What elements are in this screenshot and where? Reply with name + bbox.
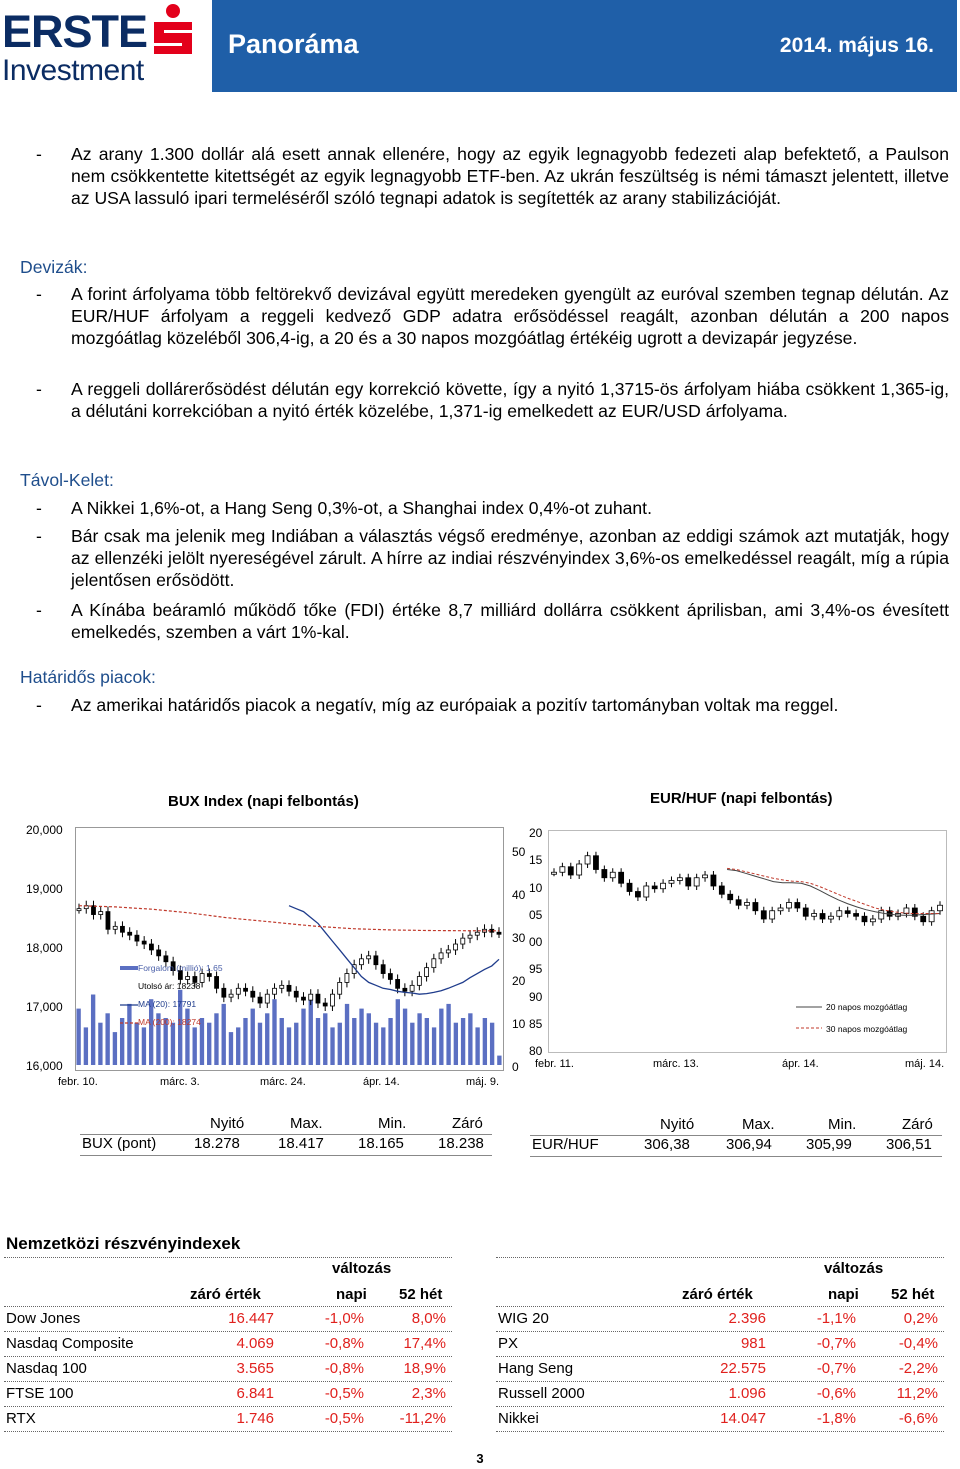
eurhuf-ytick: 05: [529, 908, 543, 922]
candle-body: [446, 950, 450, 953]
candle-body: [91, 906, 95, 915]
volume-bar: [120, 1018, 124, 1065]
close-value: 14.047: [720, 1410, 766, 1427]
change-52-week: -6,6%: [898, 1410, 938, 1427]
bullet-dash: -: [36, 498, 42, 518]
candle-body: [99, 912, 103, 915]
candle-body: [106, 912, 110, 930]
eurhuf-xtick: máj. 14.: [905, 1058, 945, 1070]
header-valtozas: változás: [824, 1260, 884, 1277]
candle-body: [652, 886, 657, 889]
close-value: 6.841: [236, 1385, 274, 1402]
candle-body: [661, 883, 666, 889]
candle-body: [820, 914, 825, 920]
volume-bar: [338, 1023, 342, 1065]
section-title-tavol-kelet: Távol-Kelet:: [20, 470, 114, 490]
close-value: 1.746: [236, 1410, 274, 1427]
col-header-open: Nyitó: [210, 1115, 245, 1132]
volume-bar: [316, 1018, 320, 1065]
volume-bar: [84, 1027, 88, 1065]
volume-bar: [490, 1023, 494, 1065]
change-52-week: -0,4%: [898, 1335, 938, 1352]
change-52-week: -2,2%: [898, 1360, 938, 1377]
bux-legend-last: Utolsó ár: 18238: [138, 981, 201, 991]
eurhuf-ytick: 80: [529, 1044, 543, 1058]
index-name: Russell 2000: [498, 1385, 585, 1402]
row-divider: [496, 1431, 944, 1432]
volume-bar: [396, 999, 400, 1065]
candle-body: [330, 994, 334, 1006]
bullet-dash: -: [36, 600, 42, 620]
row-label: BUX (pont): [82, 1135, 157, 1152]
header-valtozas: változás: [332, 1260, 392, 1277]
candle-body: [207, 974, 211, 977]
index-name: Nasdaq 100: [6, 1360, 87, 1377]
volume-bar: [374, 1023, 378, 1065]
volume-bar: [134, 1023, 138, 1065]
volume-bar: [149, 999, 153, 1065]
candle-body: [602, 870, 607, 878]
volume-bar: [345, 1004, 349, 1065]
row-divider: [4, 1406, 452, 1407]
candle-body: [627, 883, 632, 891]
header-napi: napi: [828, 1286, 859, 1303]
candle-body: [374, 956, 378, 965]
candle-body: [425, 968, 429, 977]
candle-body: [694, 878, 699, 886]
candle-body: [157, 950, 161, 956]
index-name: Dow Jones: [6, 1310, 81, 1327]
eurhuf-ytick: 15: [529, 853, 543, 867]
candle-body: [778, 908, 783, 911]
close-value: 981: [740, 1335, 766, 1352]
volume-bar: [236, 1027, 240, 1065]
change-52-week: 11,2%: [896, 1385, 938, 1402]
candle-body: [359, 959, 363, 965]
daily-change: -0,8%: [324, 1335, 364, 1352]
header-52het: 52 hét: [891, 1286, 935, 1303]
candle-body: [828, 916, 833, 919]
candle-body: [164, 956, 168, 962]
close-value: 22.575: [720, 1360, 766, 1377]
eurhuf-xtick: márc. 13.: [653, 1058, 699, 1070]
candle-body: [403, 988, 407, 991]
candle-body: [677, 878, 682, 881]
candle-body: [77, 909, 81, 911]
candle-body: [795, 903, 800, 909]
eurhuf-ma30-line: [727, 868, 940, 913]
bux-volume-ytick: 10: [512, 1017, 526, 1031]
row-divider: [4, 1331, 452, 1332]
volume-bar: [403, 1009, 407, 1065]
eurhuf-min: 305,99: [806, 1136, 852, 1153]
row-divider: [496, 1381, 944, 1382]
row-divider: [4, 1431, 452, 1432]
eurhuf-ytick: 95: [529, 962, 543, 976]
candle-body: [432, 959, 436, 968]
candle-body: [301, 997, 305, 1000]
index-name: Nikkei: [498, 1410, 539, 1427]
bux-ohlc-table: [80, 1115, 492, 1159]
candle-body: [803, 908, 808, 916]
volume-bar: [193, 1027, 197, 1065]
eurhuf-max: 306,94: [726, 1136, 772, 1153]
candle-body: [635, 892, 640, 898]
volume-bar: [265, 1013, 269, 1065]
eurhuf-ytick: 20: [529, 826, 543, 840]
eurhuf-ytick: 00: [529, 935, 543, 949]
eurhuf-legend-ma30: 30 napos mozgóátlag: [826, 1024, 908, 1034]
eurhuf-xtick: febr. 11.: [535, 1058, 574, 1070]
bux-volume-ytick: 0: [512, 1060, 519, 1074]
volume-bar: [388, 1018, 392, 1065]
index-name: WIG 20: [498, 1310, 549, 1327]
volume-bar: [76, 1009, 80, 1065]
index-name: Hang Seng: [498, 1360, 574, 1377]
candle-body: [938, 905, 943, 911]
candle-body: [388, 974, 392, 980]
candle-body: [577, 864, 582, 875]
candle-body: [454, 944, 458, 950]
candle-body: [736, 900, 741, 906]
candle-body: [273, 988, 277, 994]
row-label: EUR/HUF: [532, 1136, 599, 1153]
eurhuf-open: 306,38: [644, 1136, 690, 1153]
bux-close: 18.238: [438, 1135, 484, 1152]
candle-body: [719, 886, 724, 894]
candle-body: [215, 977, 219, 989]
close-value: 4.069: [236, 1335, 274, 1352]
bux-ytick: 18,000: [26, 941, 63, 955]
bux-ytick: 17,000: [26, 1000, 63, 1014]
candle-body: [854, 914, 859, 917]
volume-bar: [214, 1013, 218, 1065]
candle-body: [703, 875, 708, 878]
volume-bar: [243, 1018, 247, 1065]
forint-paragraph: A forint árfolyama több feltörekvő devizával együtt meredeken gyengült az euróval szemben tegnap délután. Az EUR/HUF árfolyam a reggeli kedvező GDP adatra erősödéssel reagált, azonban délután a 200 napos mozgóátlag közeléből 306,4-ig, a 20 és a 30 napos mozgóátlag értékéig ugrott a devizapár jegyzése.: [71, 284, 949, 348]
index-name: RTX: [6, 1410, 36, 1427]
candle-body: [229, 994, 233, 997]
bux-max: 18.417: [278, 1135, 324, 1152]
candle-body: [568, 867, 573, 875]
section-title-hataridos: Határidős piacok:: [20, 667, 156, 687]
volume-bar: [272, 999, 276, 1065]
col-header-open: Nyitó: [660, 1116, 695, 1133]
candle-body: [837, 911, 842, 917]
candle-body: [753, 903, 758, 911]
logo-erste-text: ERSTE: [2, 6, 148, 57]
change-52-week: 0,2%: [903, 1310, 938, 1327]
candle-body: [142, 941, 146, 944]
candle-body: [610, 872, 615, 878]
intl-table-left: [4, 1258, 452, 1433]
candle-body: [770, 911, 775, 919]
volume-bar: [171, 1023, 175, 1065]
eurhuf-xtick: ápr. 14.: [782, 1058, 819, 1070]
candle-body: [761, 911, 766, 919]
candle-body: [475, 932, 479, 935]
volume-bar: [142, 1027, 146, 1065]
daily-change: -0,8%: [324, 1360, 364, 1377]
volume-bar: [468, 1013, 472, 1065]
china-fdi-paragraph: A Kínába beáramló működő tőke (FDI) értéke 8,7 milliárd dollárra csökkent áprilisban, ami 3,4%-os évesített emelkedés, szemben a várt 1%-kal.: [71, 600, 949, 642]
candle-body: [287, 985, 291, 991]
change-52-week: 2,3%: [411, 1385, 446, 1402]
volume-bar: [280, 1018, 284, 1065]
volume-bar: [381, 1027, 385, 1065]
daily-change: -0,7%: [816, 1360, 856, 1377]
change-52-week: 8,0%: [411, 1310, 446, 1327]
candle-body: [381, 965, 385, 974]
eurhuf-ohlc-table: [530, 1116, 942, 1160]
candle-body: [921, 916, 926, 922]
bux-xtick: márc. 24.: [260, 1076, 306, 1088]
col-header-max: Max.: [742, 1116, 775, 1133]
bux-volume-ytick: 30: [512, 931, 526, 945]
bullet-dash: -: [36, 284, 42, 304]
candle-body: [135, 935, 139, 941]
page-title: Panoráma: [228, 29, 359, 59]
bux-volume-ytick: 50: [512, 845, 526, 859]
candle-body: [560, 867, 565, 873]
candle-body: [439, 953, 443, 959]
eurhuf-legend-ma20: 20 napos mozgóátlag: [826, 1002, 908, 1012]
candle-body: [316, 994, 320, 1003]
volume-bar: [410, 1023, 414, 1065]
candle-body: [468, 935, 472, 938]
row-divider: [496, 1406, 944, 1407]
candle-body: [862, 916, 867, 922]
volume-bar: [301, 1009, 305, 1065]
volume-bar: [287, 1027, 291, 1065]
daily-change: -0,6%: [816, 1385, 856, 1402]
volume-bar: [483, 1018, 487, 1065]
daily-change: -0,5%: [324, 1385, 364, 1402]
eurusd-paragraph: A reggeli dollárerősödést délután egy korrekció követte, így a nyitó 1,3715-ös árfolyam hiába csökkent 1,365-ig, a délutáni korrekcióban a nyitó érték közelébe, 1,371-ig emelkedett az EUR/USD árfolyama.: [71, 379, 949, 421]
legend-volume-swatch: [120, 966, 138, 970]
daily-change: -0,5%: [324, 1410, 364, 1427]
eurhuf-chart-title: EUR/HUF (napi felbontás): [650, 790, 833, 807]
candle-body: [461, 938, 465, 944]
volume-bar: [229, 1032, 233, 1065]
candle-body: [644, 886, 649, 897]
header-52het: 52 hét: [399, 1286, 443, 1303]
col-header-max: Max.: [290, 1115, 323, 1132]
candle-body: [222, 988, 226, 997]
bullet-dash: -: [36, 526, 42, 546]
candle-body: [200, 974, 204, 983]
col-header-close: Záró: [452, 1115, 483, 1132]
candle-body: [338, 982, 342, 994]
candle-body: [367, 956, 371, 959]
candle-body: [410, 985, 414, 991]
candle-body: [619, 872, 624, 883]
bullet-dash: -: [36, 695, 42, 715]
candle-body: [113, 926, 117, 929]
candle-body: [396, 979, 400, 988]
daily-change: -1,1%: [816, 1310, 856, 1327]
bux-legend-volume: Forgalom (millió): 1.65: [138, 963, 223, 973]
index-name: Nasdaq Composite: [6, 1335, 134, 1352]
volume-bar: [323, 1013, 327, 1065]
candle-body: [244, 988, 248, 991]
page-number: 3: [476, 1451, 484, 1466]
bux-legend-ma20: MA (20): 17791: [138, 999, 197, 1009]
candle-body: [711, 875, 716, 886]
volume-bar: [417, 1013, 421, 1065]
candle-body: [417, 977, 421, 986]
candle-body: [929, 911, 934, 922]
candle-body: [552, 872, 557, 874]
volume-bar: [207, 1023, 211, 1065]
bux-ytick: 19,000: [26, 882, 63, 896]
row-divider: [496, 1356, 944, 1357]
bux-chart-title: BUX Index (napi felbontás): [168, 793, 359, 810]
candle-body: [879, 911, 884, 919]
col-header-min: Min.: [378, 1115, 407, 1132]
volume-bar: [432, 1027, 436, 1065]
close-value: 3.565: [236, 1360, 274, 1377]
index-name: FTSE 100: [6, 1385, 74, 1402]
candle-body: [745, 903, 750, 906]
row-divider: [4, 1356, 452, 1357]
eurhuf-close: 306,51: [886, 1136, 932, 1153]
gold-paragraph: Az arany 1.300 dollár alá esett annak ellenére, hogy az egyik legnagyobb fedezeti alap befektető, a Paulson nem csökkentette kitettségét az egyik legnagyobb ETF-ben. Az ukrán feszültség is némi támaszt jelentett, illetve az USA lassuló ipari termeléséről szóló tegnapi adatok is segítették az arany stabilizációját.: [71, 144, 949, 208]
candle-body: [728, 894, 733, 900]
volume-bar: [251, 1009, 255, 1065]
erste-logo: [0, 0, 207, 92]
bux-ma20-line: [289, 906, 499, 995]
bux-ytick: 20,000: [26, 823, 63, 837]
publication-date: 2014. május 16.: [779, 34, 934, 57]
bux-chart: [75, 827, 505, 1072]
volume-bar: [475, 1027, 479, 1065]
close-value: 16.447: [228, 1310, 274, 1327]
bux-ma200-line: [79, 906, 499, 931]
candle-body: [845, 911, 850, 914]
candle-body: [128, 932, 132, 935]
row-divider: [4, 1381, 452, 1382]
candle-body: [309, 994, 313, 1000]
bux-xtick: máj. 9.: [466, 1076, 500, 1088]
eurhuf-ytick: 85: [529, 1017, 543, 1031]
daily-change: -1,0%: [324, 1310, 364, 1327]
candle-body: [251, 991, 255, 997]
candle-body: [870, 919, 875, 922]
daily-change: -1,8%: [816, 1410, 856, 1427]
candle-body: [593, 856, 598, 870]
eurhuf-plot-frame: [549, 831, 947, 1053]
futures-paragraph: Az amerikai határidős piacok a negatív, míg az európaiak a pozitív tartományban voltak ma reggel.: [71, 695, 839, 715]
bux-ytick: 16,000: [26, 1059, 63, 1073]
candle-body: [280, 985, 284, 988]
col-header-close: Záró: [902, 1116, 933, 1133]
candle-body: [786, 903, 791, 909]
bux-xtick: febr. 10.: [58, 1076, 98, 1088]
candle-body: [323, 1003, 327, 1006]
candle-body: [120, 926, 124, 932]
candle-body: [265, 994, 269, 1003]
volume-bar: [425, 1018, 429, 1065]
close-value: 1.096: [728, 1385, 766, 1402]
header-napi: napi: [336, 1286, 367, 1303]
intl-table-title: Nemzetközi részvényindexek: [6, 1234, 241, 1253]
bux-open: 18.278: [194, 1135, 240, 1152]
bux-xtick: márc. 3.: [160, 1076, 200, 1088]
close-value: 2.396: [728, 1310, 766, 1327]
candle-body: [585, 856, 590, 864]
candle-body: [812, 914, 817, 917]
header-zaro: záró érték: [682, 1286, 753, 1303]
change-52-week: 17,4%: [403, 1335, 446, 1352]
volume-bar: [91, 995, 95, 1066]
bux-min: 18.165: [358, 1135, 404, 1152]
eurhuf-ytick: 90: [529, 990, 543, 1004]
change-52-week: 18,9%: [403, 1360, 446, 1377]
eurhuf-ytick: 10: [529, 881, 543, 895]
asia-indices-paragraph: A Nikkei 1,6%-ot, a Hang Seng 0,3%-ot, a Shanghai index 0,4%-ot zuhant.: [71, 498, 652, 518]
volume-bar: [294, 1023, 298, 1065]
volume-bar: [127, 1004, 131, 1065]
bullet-dash: -: [36, 379, 42, 399]
logo-investment-text: Investment: [2, 54, 144, 87]
volume-bar: [359, 1009, 363, 1065]
candle-body: [236, 988, 240, 994]
bux-volume-ytick: 20: [512, 974, 526, 988]
volume-bar: [461, 1018, 465, 1065]
candle-body: [258, 997, 262, 1003]
candle-body: [294, 991, 298, 997]
header-zaro: záró érték: [190, 1286, 261, 1303]
volume-bar: [105, 1013, 109, 1065]
bux-volume-ytick: 40: [512, 888, 526, 902]
daily-change: -0,7%: [816, 1335, 856, 1352]
candle-body: [186, 977, 190, 980]
candle-body: [669, 881, 674, 884]
erste-s-icon: [150, 2, 196, 58]
candle-body: [345, 974, 349, 983]
candle-body: [497, 932, 501, 934]
volume-bar: [439, 1009, 443, 1065]
volume-bar: [222, 1004, 226, 1065]
col-header-min: Min.: [828, 1116, 857, 1133]
bux-legend-ma200: MA (200): 18274: [138, 1017, 201, 1027]
volume-bar: [497, 1056, 501, 1065]
volume-bar: [113, 1032, 117, 1065]
volume-bar: [330, 1027, 334, 1065]
intl-table-right: [496, 1258, 944, 1433]
volume-bar: [258, 1023, 262, 1065]
bux-xtick: ápr. 14.: [363, 1076, 400, 1088]
volume-bar: [98, 1023, 102, 1065]
volume-bar: [446, 1004, 450, 1065]
candle-body: [149, 944, 153, 950]
section-title-devizak: Devizák:: [20, 257, 88, 277]
volume-bar: [454, 1023, 458, 1065]
index-name: PX: [498, 1335, 519, 1352]
volume-bar: [367, 1013, 371, 1065]
change-52-week: -11,2%: [399, 1410, 446, 1427]
row-divider: [496, 1331, 944, 1332]
eurhuf-chart: [548, 830, 948, 1055]
bullet-dash: -: [36, 144, 42, 164]
india-paragraph: Bár csak ma jelenik meg Indiában a választás végső eredménye, azonban az eddigi számok azt mutatják, hogy az ellenzéki jelölt nyereségével zárult. A hírre az indiai részvényindex 3,6%-os emelkedéssel reagált, míg a rúpia jelentősen erősödött.: [71, 526, 949, 590]
candle-body: [686, 878, 691, 886]
volume-bar: [352, 1018, 356, 1065]
